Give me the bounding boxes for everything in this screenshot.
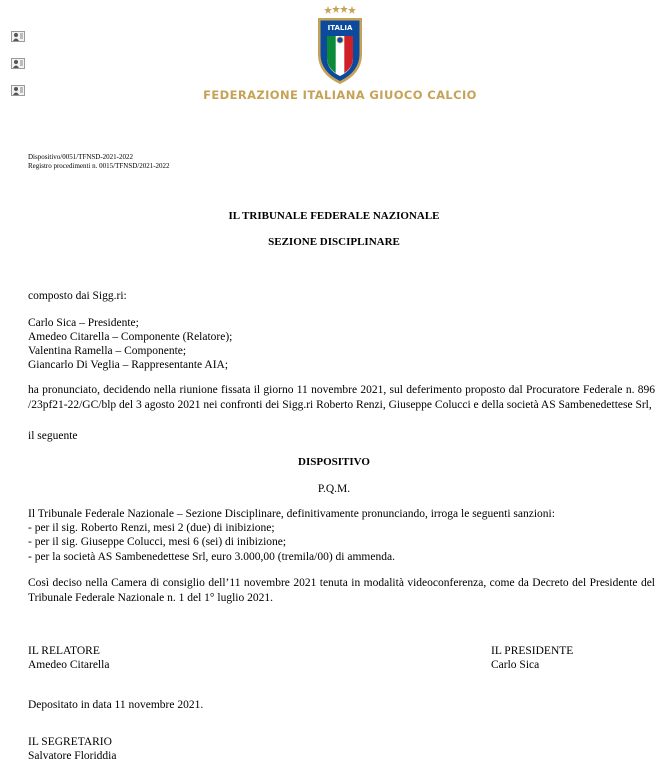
dispositivo-reference: Dispositivo/0051/TFNSD-2021-2022 [28,153,134,161]
presidente-name: Carlo Sica [491,659,540,671]
presidente-role: IL PRESIDENTE [491,645,574,657]
relatore-name: Amedeo Citarella [28,659,110,671]
segretario-role: IL SEGRETARIO [28,736,112,748]
image-placeholder-icon [11,58,25,69]
cosi-deciso-paragraph: Così deciso nella Camera di consiglio dell’11 novembre 2021 tenuta in modalità videoconferenza, come da Decreto del Presidente del Tribunale Federale Nazionale n. 1 del 1° luglio 2021. [28,577,655,604]
member-line: Amedeo Citarella – Componente (Relatore); [28,331,233,343]
member-line: Valentina Ramella – Componente; [28,345,187,357]
sanction-item: - per la società AS Sambenedettese Srl, euro 3.000,00 (tremila/00) di ammenda. [28,551,395,563]
svg-text:ITALIA: ITALIA [327,24,353,32]
figc-crest-logo [316,4,364,86]
member-line: Carlo Sica – Presidente; [28,317,139,329]
pronunciato-paragraph: ha pronunciato, decidendo nella riunione fissata il giorno 11 novembre 2021, sul deferimento proposto dal Procuratore Federale n. 896 /23pf21-22/GC/blp del 3 agosto 2021 nei confronti dei Sigg.ri Roberto Renzi, Giuseppe Colucci e della società AS Sambenedettese Srl, [28,384,655,411]
segretario-name: Salvatore Floriddia [28,750,117,762]
sezione-title: SEZIONE DISCIPLINARE [268,236,400,248]
registro-reference: Registro procedimenti n. 0015/TFNSD/2021-2022 [28,162,170,170]
image-placeholder-icon [11,31,25,42]
member-line: Giancarlo Di Veglia – Rappresentante AIA; [28,359,229,371]
tribunale-title: IL TRIBUNALE FEDERALE NAZIONALE [228,210,440,222]
il-seguente-text: il seguente [28,430,78,442]
relatore-role: IL RELATORE [28,645,100,657]
image-placeholder-icon [11,85,25,96]
composto-label: composto dai Sigg.ri: [28,290,127,302]
decision-intro: Il Tribunale Federale Nazionale – Sezione Disciplinare, definitivamente pronunciando, irroga le seguenti sanzioni: [28,508,555,520]
federation-name: FEDERAZIONE ITALIANA GIUOCO CALCIO [203,88,477,102]
depositato-text: Depositato in data 11 novembre 2021. [28,699,204,711]
sanction-item: - per il sig. Giuseppe Colucci, mesi 6 (sei) di inibizione; [28,536,287,548]
sanction-item: - per il sig. Roberto Renzi, mesi 2 (due) di inibizione; [28,522,275,534]
dispositivo-title: DISPOSITIVO [298,456,370,468]
pqm-heading: P.Q.M. [317,483,351,495]
stars-icon [324,5,356,14]
